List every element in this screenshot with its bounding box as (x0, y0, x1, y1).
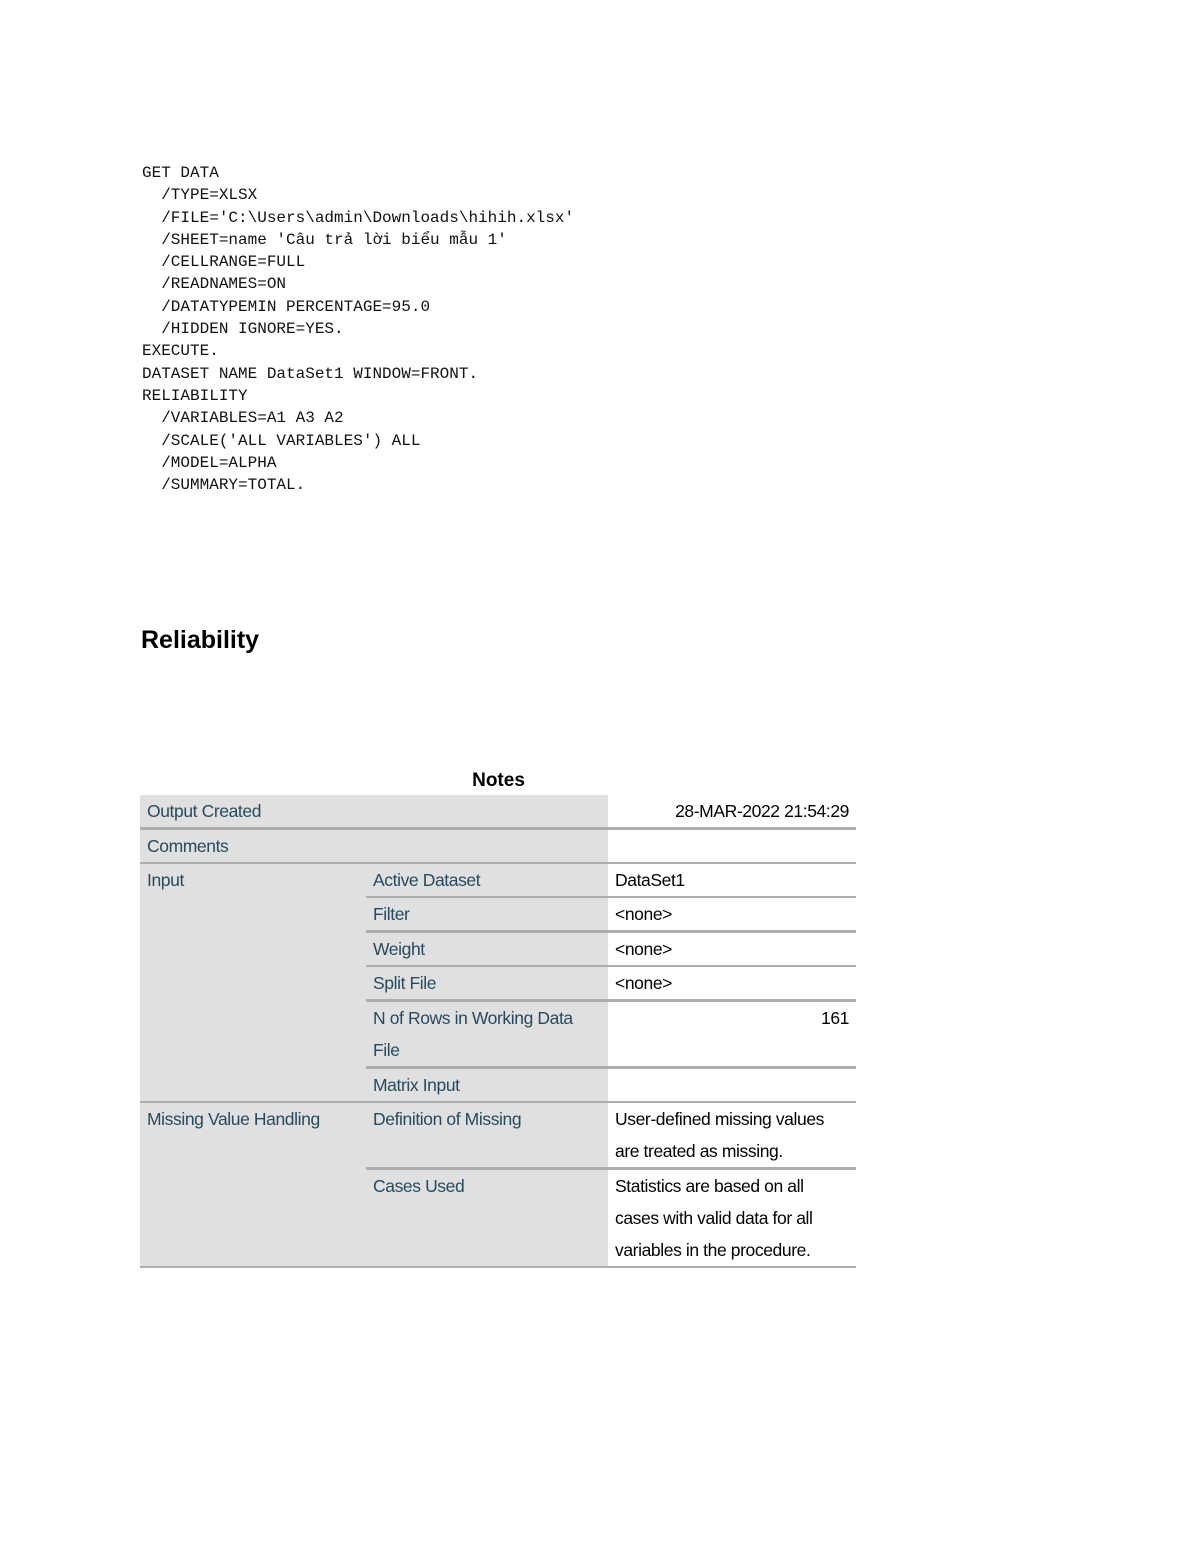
notes-table-title: Notes (472, 770, 525, 791)
row-label-cases-used: Cases Used (366, 1169, 608, 1268)
row-group-missing-value-handling: Missing Value Handling (140, 1102, 366, 1267)
table-row-active-dataset (140, 863, 856, 897)
syntax-line: /TYPE=XLSX (142, 186, 258, 205)
table-row-output-created (140, 795, 856, 829)
syntax-line: /SCALE('ALL VARIABLES') ALL (142, 431, 421, 450)
value-comments (608, 829, 856, 864)
syntax-line: /DATATYPEMIN PERCENTAGE=95.0 (142, 297, 431, 316)
row-label-filter: Filter (366, 897, 608, 932)
syntax-line: DATASET NAME DataSet1 WINDOW=FRONT. (142, 364, 479, 383)
syntax-line: /SUMMARY=TOTAL. (142, 476, 306, 495)
value-split-file: <none> (608, 966, 856, 1001)
row-label-n-rows: N of Rows in Working Data File (366, 1001, 608, 1068)
table-row-comments (140, 829, 856, 864)
row-group-input: Input (140, 863, 366, 1102)
table-row-definition-of-missing (140, 1102, 856, 1169)
syntax-line: /HIDDEN IGNORE=YES. (142, 320, 344, 339)
value-active-dataset: DataSet1 (608, 863, 856, 897)
value-weight: <none> (608, 932, 856, 967)
value-matrix-input (608, 1068, 856, 1103)
section-heading: Reliability (141, 626, 260, 654)
syntax-line: GET DATA (142, 164, 219, 182)
syntax-line: /MODEL=ALPHA (142, 453, 277, 472)
row-label-output-created: Output Created (140, 795, 608, 829)
value-output-created: 28-MAR-2022 21:54:29 (608, 795, 856, 829)
syntax-line: /FILE='C:\Users\admin\Downloads\hihih.xlsx' (142, 208, 575, 227)
syntax-line: EXECUTE. (142, 342, 219, 361)
syntax-line: RELIABILITY (142, 386, 248, 405)
notes-table (140, 795, 856, 1268)
row-label-split-file: Split File (366, 966, 608, 1001)
value-cases-used: Statistics are based on all cases with valid data for all variables in the procedure. (608, 1169, 856, 1268)
syntax-line: /SHEET=name 'Câu trả lời biểu mẫu 1' (142, 230, 507, 249)
row-label-weight: Weight (366, 932, 608, 967)
value-n-rows: 161 (608, 1001, 856, 1068)
syntax-line: /READNAMES=ON (142, 275, 287, 294)
syntax-line: /CELLRANGE=FULL (142, 253, 306, 272)
row-label-definition-of-missing: Definition of Missing (366, 1102, 608, 1169)
syntax-line: /VARIABLES=A1 A3 A2 (142, 409, 344, 428)
row-label-active-dataset: Active Dataset (366, 863, 608, 897)
value-filter: <none> (608, 897, 856, 932)
value-definition-of-missing: User-defined missing values are treated as missing. (608, 1102, 856, 1169)
syntax-log (142, 162, 574, 496)
row-label-comments: Comments (140, 829, 608, 864)
row-label-matrix-input: Matrix Input (366, 1068, 608, 1103)
